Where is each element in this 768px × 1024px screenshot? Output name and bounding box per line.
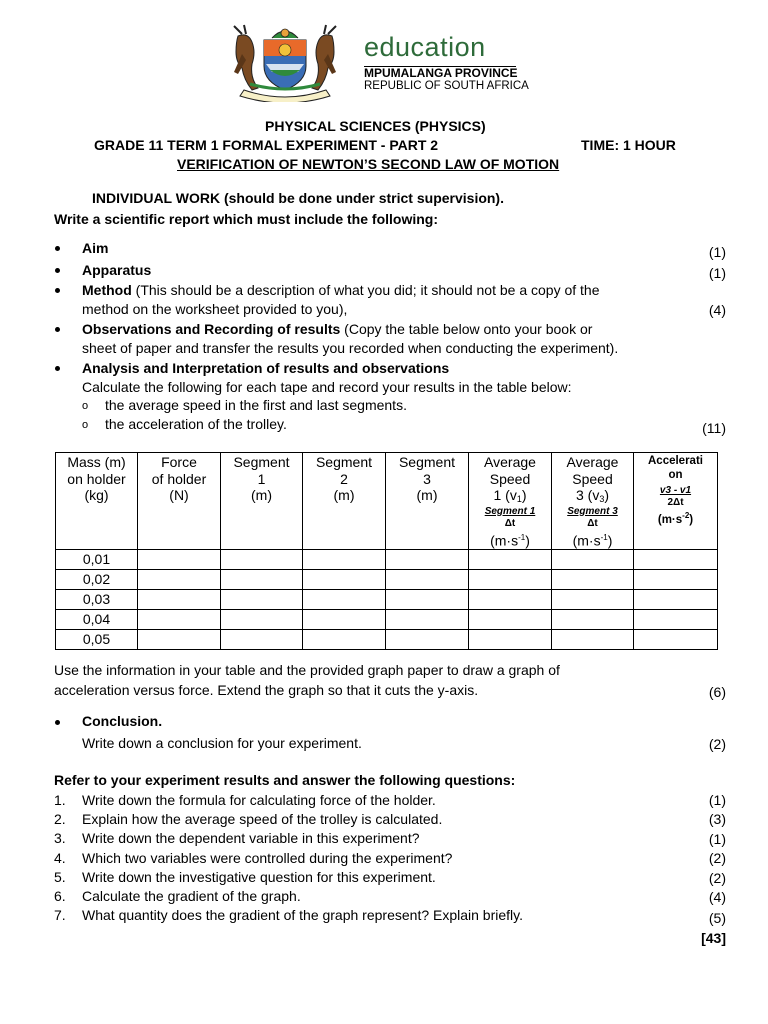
table-cell[interactable]: [221, 629, 303, 649]
question-marks: (1): [708, 831, 726, 847]
table-cell[interactable]: [469, 589, 552, 609]
table-cell[interactable]: [138, 629, 221, 649]
results-table: [55, 452, 718, 650]
bullet-icon: [55, 268, 60, 273]
table-row: [56, 569, 718, 589]
bullet-icon: [55, 720, 60, 725]
table-cell[interactable]: [552, 589, 634, 609]
individual-work-note: INDIVIDUAL WORK (should be done under strict supervision).: [92, 190, 504, 206]
circle-bullet-icon: o: [82, 400, 89, 412]
question-text: Write down the investigative question for this experiment.: [82, 869, 436, 885]
question-number: 7.: [54, 907, 66, 923]
table-cell[interactable]: [634, 589, 718, 609]
conclusion-label: Conclusion.: [82, 713, 163, 729]
question-number: 6.: [54, 888, 66, 904]
question-marks: (4): [708, 889, 726, 905]
table-cell[interactable]: [469, 569, 552, 589]
mass-cell: 0,05: [56, 629, 138, 649]
bullet-icon: [55, 288, 60, 293]
circle-bullet-icon: o: [82, 419, 89, 431]
header-mass: Mass (m) on holder (kg): [56, 453, 138, 550]
question-marks: (2): [708, 870, 726, 886]
table-cell[interactable]: [552, 609, 634, 629]
header-acceleration: Accelerati on v3 - v1 2Δt $(m\cdot s^{-2})$: [634, 453, 718, 550]
table-cell[interactable]: [386, 609, 469, 629]
mass-cell: 0,02: [56, 569, 138, 589]
table-cell[interactable]: [138, 569, 221, 589]
table-cell[interactable]: [634, 629, 718, 649]
sub-item-average-speed: the average speed in the first and last segments.: [105, 397, 407, 413]
total-marks: [43]: [701, 930, 726, 946]
report-item-aim: Aim: [82, 240, 109, 256]
bullet-icon: [55, 246, 60, 251]
coat-of-arms-logo: [220, 24, 350, 102]
question-marks: (5): [708, 910, 726, 926]
conclusion-text: Write down a conclusion for your experiment.: [82, 735, 362, 751]
marks-apparatus: (1): [708, 265, 726, 281]
time-label: TIME: 1 HOUR: [581, 137, 676, 153]
subject-heading: PHYSICAL SCIENCES (PHYSICS): [265, 118, 486, 134]
report-item-apparatus: Apparatus: [82, 262, 152, 278]
sub-item-acceleration: the acceleration of the trolley.: [105, 416, 287, 432]
mass-cell: 0,01: [56, 549, 138, 569]
table-cell[interactable]: [386, 549, 469, 569]
table-cell[interactable]: [303, 589, 386, 609]
table-cell[interactable]: [634, 549, 718, 569]
graph-instruction-line-1: Use the information in your table and the provided graph paper to draw a graph of: [54, 662, 560, 678]
report-instruction: Write a scientific report which must include the following:: [54, 211, 439, 227]
table-cell[interactable]: [634, 609, 718, 629]
marks-conclusion: (2): [708, 736, 726, 752]
table-cell[interactable]: [138, 589, 221, 609]
report-item-observations-cont: sheet of paper and transfer the results you recorded when conducting the experiment).: [82, 340, 619, 356]
logo-wordmark: education: [364, 32, 486, 62]
marks-method: (4): [708, 302, 726, 318]
question-marks: (3): [708, 811, 726, 827]
question-number: 5.: [54, 869, 66, 885]
header-segment-1: Segment 1 (m): [221, 453, 303, 550]
marks-aim: (1): [708, 244, 726, 260]
question-text: Explain how the average speed of the trolley is calculated.: [82, 811, 443, 827]
questions-intro: Refer to your experiment results and answer the following questions:: [54, 772, 516, 788]
question-text: Write down the dependent variable in this experiment?: [82, 830, 420, 846]
table-cell[interactable]: [221, 549, 303, 569]
logo-province: MPUMALANGA PROVINCE: [364, 66, 518, 80]
table-cell[interactable]: [386, 629, 469, 649]
header-segment-2: Segment 2 (m): [303, 453, 386, 550]
grade-heading: GRADE 11 TERM 1 FORMAL EXPERIMENT - PART 2: [94, 137, 439, 153]
experiment-title: VERIFICATION OF NEWTON’S SECOND LAW OF MOTION: [177, 156, 560, 172]
table-cell[interactable]: [552, 569, 634, 589]
bullet-icon: [55, 327, 60, 332]
table-cell[interactable]: [303, 569, 386, 589]
report-item-method: Method (This should be a description of what you did; it should not be a copy of the: [82, 282, 600, 298]
report-item-analysis: Analysis and Interpretation of results and observations: [82, 360, 450, 376]
question-marks: (2): [708, 850, 726, 866]
question-number: 4.: [54, 850, 66, 866]
question-text: Write down the formula for calculating force of the holder.: [82, 792, 436, 808]
table-header-row: [56, 453, 718, 550]
header-force: Force of holder (N): [138, 453, 221, 550]
table-cell[interactable]: [552, 629, 634, 649]
header-segment-3: Segment 3 (m): [386, 453, 469, 550]
mass-cell: 0,03: [56, 589, 138, 609]
table-cell[interactable]: [138, 549, 221, 569]
mass-cell: 0,04: [56, 609, 138, 629]
header-average-speed-1: Average Speed 1 (v1) Segment 1 Δt $(m\cdot s^{-1})$: [469, 453, 552, 550]
table-cell[interactable]: [552, 549, 634, 569]
question-text: Which two variables were controlled during the experiment?: [82, 850, 453, 866]
table-cell[interactable]: [386, 569, 469, 589]
table-cell[interactable]: [221, 589, 303, 609]
report-item-analysis-cont: Calculate the following for each tape and record your results in the table below:: [82, 379, 572, 395]
table-row: [56, 589, 718, 609]
marks-analysis: (11): [702, 420, 726, 436]
marks-graph: (6): [708, 684, 726, 700]
table-row: [56, 609, 718, 629]
table-cell[interactable]: [386, 589, 469, 609]
table-cell[interactable]: [469, 609, 552, 629]
question-number: 3.: [54, 830, 66, 846]
table-cell[interactable]: [303, 549, 386, 569]
question-number: 1.: [54, 792, 66, 808]
report-item-observations: Observations and Recording of results (Copy the table below onto your book or: [82, 321, 593, 337]
table-row: [56, 629, 718, 649]
header-average-speed-3: Average Speed 3 (v3) Segment 3 Δt $(m\cdot s^{-1})$: [552, 453, 634, 550]
report-item-method-cont: method on the worksheet provided to you),: [82, 301, 348, 317]
question-text: Calculate the gradient of the graph.: [82, 888, 301, 904]
table-cell[interactable]: [469, 629, 552, 649]
question-marks: (1): [708, 792, 726, 808]
question-text: What quantity does the gradient of the graph represent? Explain briefly.: [82, 907, 524, 923]
table-cell[interactable]: [303, 629, 386, 649]
table-cell[interactable]: [634, 569, 718, 589]
graph-instruction-line-2: acceleration versus force. Extend the graph so that it cuts the y-axis.: [54, 682, 479, 698]
table-cell[interactable]: [138, 609, 221, 629]
logo-republic: REPUBLIC OF SOUTH AFRICA: [364, 80, 529, 92]
table-cell[interactable]: [469, 549, 552, 569]
bullet-icon: [55, 366, 60, 371]
table-row: [56, 549, 718, 569]
table-cell[interactable]: [303, 609, 386, 629]
table-cell[interactable]: [221, 609, 303, 629]
question-number: 2.: [54, 811, 66, 827]
table-cell[interactable]: [221, 569, 303, 589]
